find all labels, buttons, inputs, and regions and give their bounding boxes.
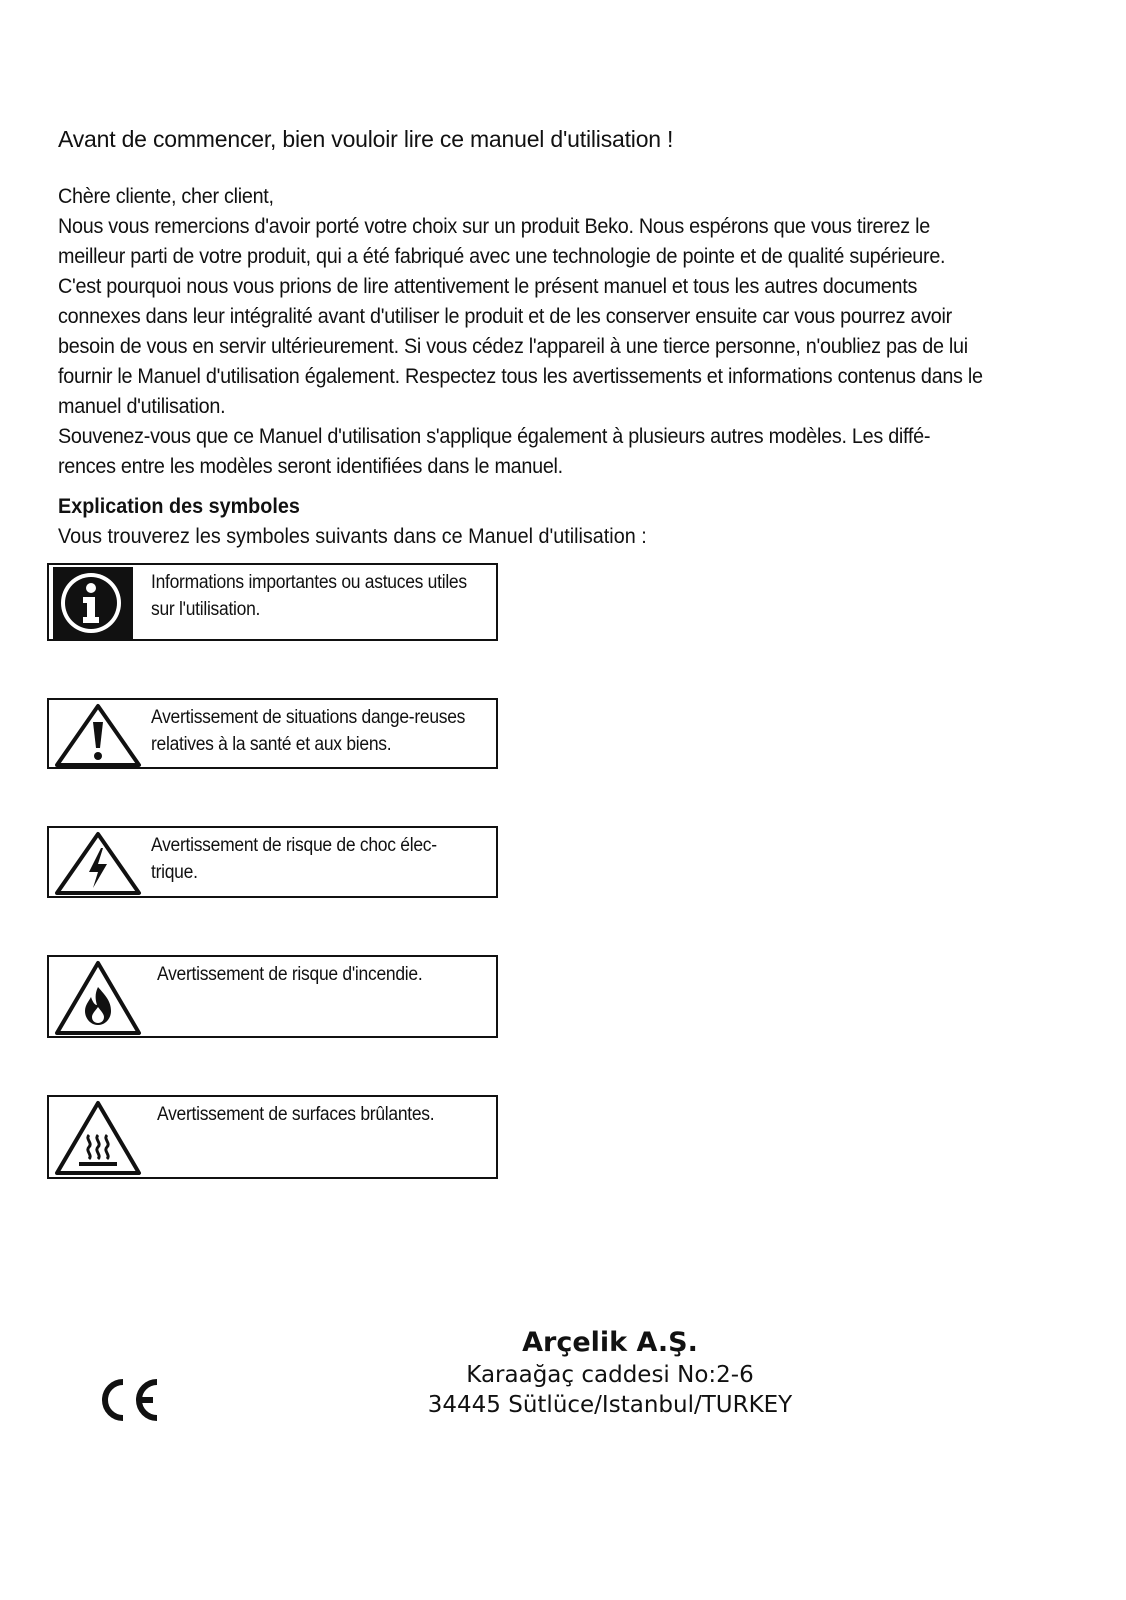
ce-mark-icon bbox=[93, 1376, 163, 1429]
fire-icon bbox=[53, 959, 143, 1042]
company-street: Karaağaç caddesi No:2-6 bbox=[466, 1362, 754, 1388]
symbol-text: Informations importantes ou astuces utiles sur l'utilisation. bbox=[151, 572, 467, 620]
symbols-heading: Explication des symboles bbox=[58, 494, 300, 518]
symbol-text: Avertissement de risque d'incendie. bbox=[157, 964, 423, 985]
intro-text bbox=[58, 181, 987, 481]
greeting: Chère cliente, cher client, bbox=[58, 184, 274, 208]
intro-paragraph: Nous vous remercions d'avoir porté votre choix sur un produit Beko. Nous espérons que vous tirerez le meilleur parti de votre produit, qui a été fabriqué avec une technologie de pointe et de qualité supérieure. C'est pourquoi nous vous prions de lire attentivement le présent manuel et tous les autres documents connexes dans leur intégralité avant d'utiliser le produit et de les conserver ensuite car vous pourrez avoir besoin de vous en servir ultérieurement. Si vous cédez l'appareil à une tierce personne, n'oubliez pas de lui fournir le Manuel d'utilisation également. Respectez tous les avertissements et informations contenus dans le manuel d'utilisation. bbox=[58, 214, 983, 418]
symbol-box-info bbox=[47, 563, 498, 641]
warning-icon bbox=[53, 702, 143, 773]
electric-shock-icon bbox=[53, 830, 143, 901]
symbol-text: Avertissement de risque de choc élec-trique. bbox=[151, 835, 437, 883]
symbol-box-electric-shock bbox=[47, 826, 498, 898]
page-title: Avant de commencer, bien vouloir lire ce manuel d'utilisation ! bbox=[58, 126, 674, 152]
hot-surface-icon bbox=[53, 1099, 143, 1182]
company-name: Arçelik A.Ş. bbox=[522, 1327, 698, 1358]
symbol-text: Avertissement de surfaces brûlantes. bbox=[157, 1104, 435, 1125]
symbol-text: Avertissement de situations dange-reuses relatives à la santé et aux biens. bbox=[151, 707, 466, 755]
company-city: 34445 Sütlüce/Istanbul/TURKEY bbox=[427, 1392, 793, 1418]
symbols-intro: Vous trouverez les symboles suivants dans ce Manuel d'utilisation : bbox=[58, 524, 647, 548]
symbol-box-fire bbox=[47, 955, 498, 1038]
symbol-box-warning bbox=[47, 698, 498, 769]
info-icon bbox=[53, 567, 133, 644]
symbol-box-hot-surface bbox=[47, 1095, 498, 1179]
models-note-paragraph: Souvenez-vous que ce Manuel d'utilisation s'applique également à plusieurs autres modèles. Les diffé-rences entre les modèles seront identifiées dans le manuel. bbox=[58, 424, 931, 478]
